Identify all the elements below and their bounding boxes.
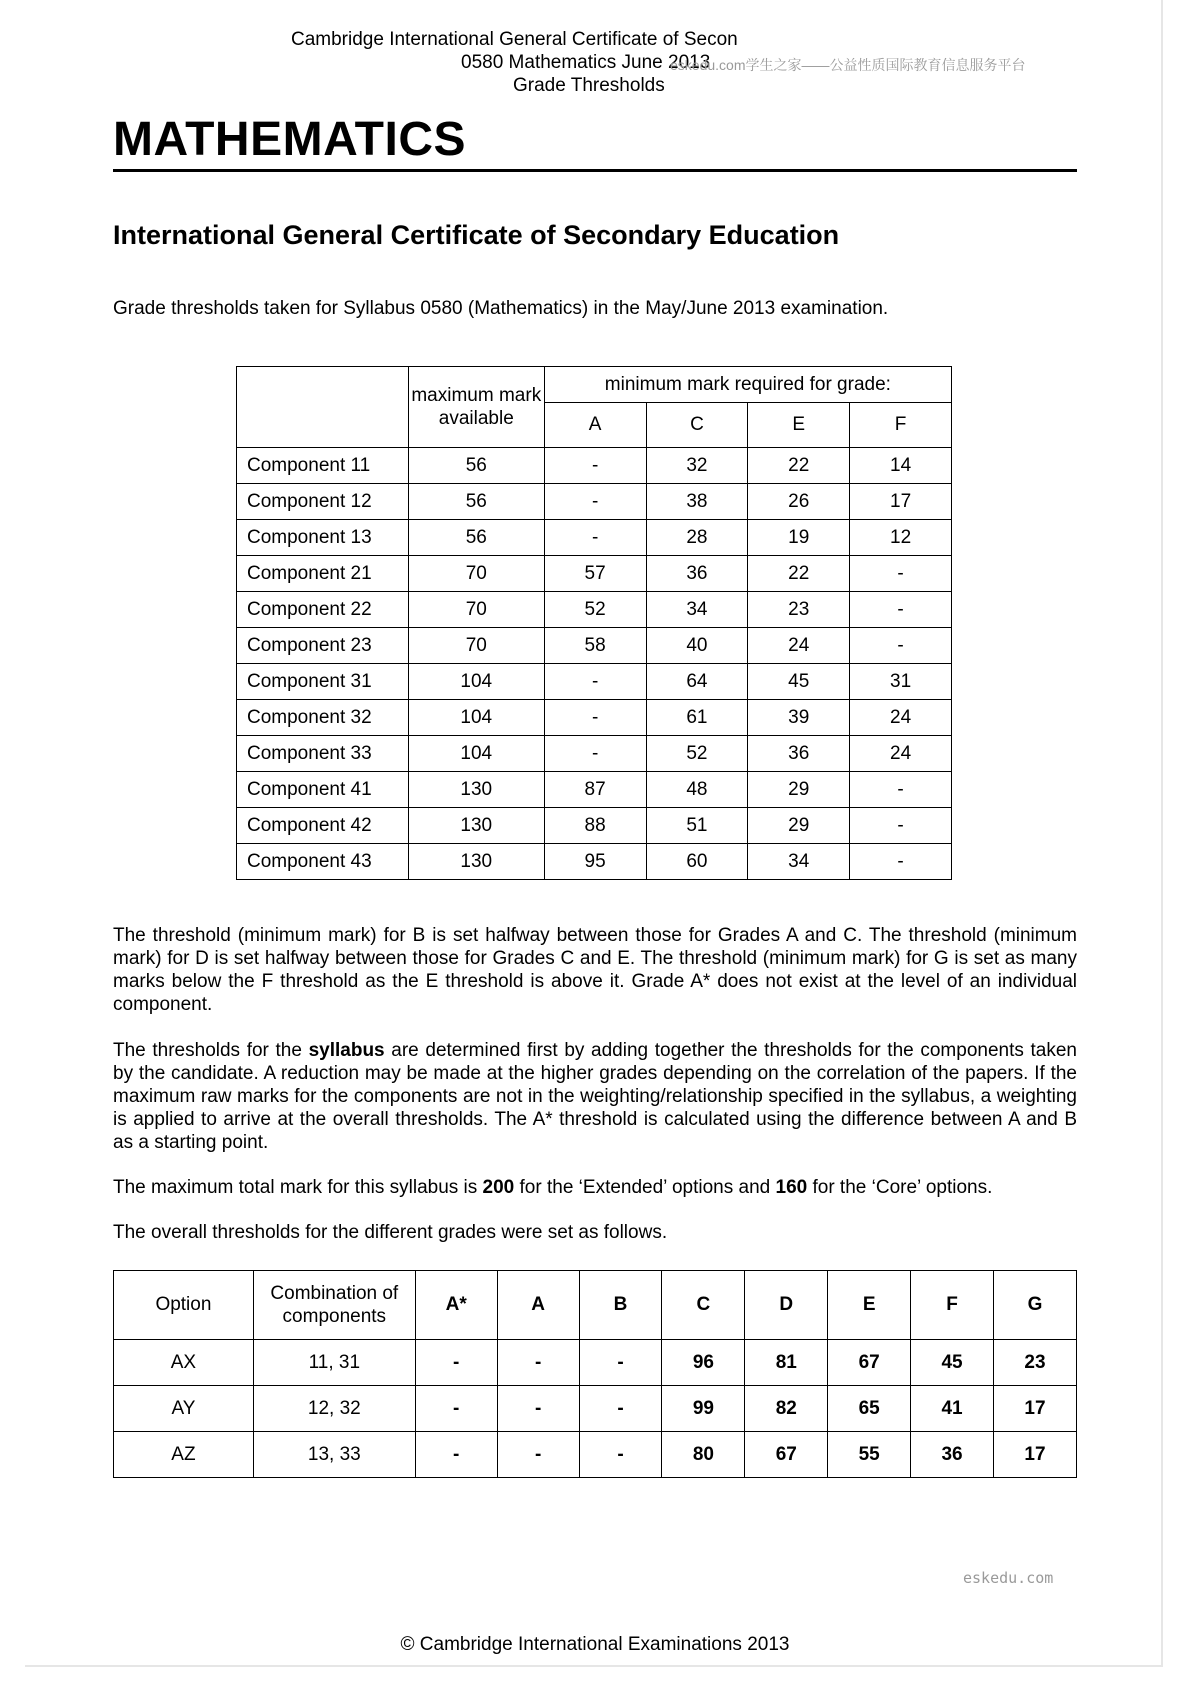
header-line-1: Cambridge International General Certificate of Secon [291, 29, 738, 50]
min-f: - [850, 808, 952, 844]
min-f: 17 [850, 484, 952, 520]
header-line-2: 0580 Mathematics June 2013 [461, 52, 711, 73]
component-name: Component 33 [237, 736, 409, 772]
title-rule [113, 169, 1077, 172]
grade-threshold: 17 [994, 1432, 1077, 1478]
grade-threshold: 96 [662, 1340, 745, 1386]
component-row [237, 556, 952, 592]
grade-header: D [745, 1271, 828, 1340]
component-row [237, 844, 952, 880]
min-e: 29 [748, 772, 850, 808]
max-mark: 56 [408, 484, 544, 520]
min-c: 60 [646, 844, 748, 880]
site-watermark: eskedu.com [963, 1569, 1054, 1587]
page-subtitle: International General Certificate of Secondary Education [113, 220, 840, 250]
max-mark: 70 [408, 556, 544, 592]
min-e: 34 [748, 844, 850, 880]
min-e: 36 [748, 736, 850, 772]
page-title: MATHEMATICS [113, 113, 467, 166]
min-e: 23 [748, 592, 850, 628]
min-c: 34 [646, 592, 748, 628]
grade-header: A [497, 1271, 579, 1340]
min-a: 87 [544, 772, 646, 808]
min-a: - [544, 700, 646, 736]
header-line-3: Grade Thresholds [513, 75, 665, 96]
component-name: Component 42 [237, 808, 409, 844]
min-c: 64 [646, 664, 748, 700]
min-e: 45 [748, 664, 850, 700]
grade-header: B [579, 1271, 662, 1340]
grade-header: F [911, 1271, 994, 1340]
max-mark: 104 [408, 664, 544, 700]
min-e: 26 [748, 484, 850, 520]
component-row [237, 628, 952, 664]
min-a: - [544, 448, 646, 484]
component-name: Component 11 [237, 448, 409, 484]
max-mark: 56 [408, 520, 544, 556]
grade-threshold: 55 [828, 1432, 911, 1478]
max-mark: 104 [408, 736, 544, 772]
grade-threshold: 17 [994, 1386, 1077, 1432]
min-f: 31 [850, 664, 952, 700]
component-row [237, 808, 952, 844]
component-row [237, 664, 952, 700]
component-name: Component 22 [237, 592, 409, 628]
copyright-footer: © Cambridge International Examinations 2013 [400, 1634, 790, 1655]
option-code: AY [114, 1386, 254, 1432]
min-a: 52 [544, 592, 646, 628]
grade-threshold: 99 [662, 1386, 745, 1432]
option-row [114, 1386, 1077, 1432]
option-header: Option [114, 1271, 254, 1340]
min-e: 22 [748, 556, 850, 592]
component-name: Component 43 [237, 844, 409, 880]
p3-extended-max: 200 [482, 1177, 515, 1198]
min-e: 22 [748, 448, 850, 484]
component-row [237, 592, 952, 628]
grade-threshold: 45 [911, 1340, 994, 1386]
grade-threshold: - [579, 1340, 662, 1386]
grade-threshold: 41 [911, 1386, 994, 1432]
p3-core-max: 160 [775, 1177, 808, 1198]
min-c: 28 [646, 520, 748, 556]
component-name: Component 12 [237, 484, 409, 520]
paragraph-max-total [113, 1176, 1077, 1199]
min-e: 29 [748, 808, 850, 844]
min-c: 36 [646, 556, 748, 592]
combination-header: Combination of components [253, 1271, 415, 1340]
option-code: AX [114, 1340, 254, 1386]
component-name: Component 31 [237, 664, 409, 700]
max-mark: 130 [408, 772, 544, 808]
option-combination: 11, 31 [253, 1340, 415, 1386]
max-mark: 104 [408, 700, 544, 736]
grade-header-a: A [544, 403, 646, 448]
paragraph-overall-intro: The overall thresholds for the different grades were set as follows. [113, 1222, 668, 1243]
component-thresholds-table [236, 366, 952, 880]
grade-header: E [828, 1271, 911, 1340]
grade-threshold: - [579, 1432, 662, 1478]
min-e: 19 [748, 520, 850, 556]
option-row [114, 1340, 1077, 1386]
max-mark: 70 [408, 592, 544, 628]
p2-text-a: The thresholds for the [113, 1040, 309, 1061]
min-f: 12 [850, 520, 952, 556]
grade-threshold: 81 [745, 1340, 828, 1386]
min-c: 40 [646, 628, 748, 664]
min-f: 24 [850, 700, 952, 736]
intro-text: Grade thresholds taken for Syllabus 0580 (Mathematics) in the May/June 2013 examination. [113, 298, 889, 319]
grade-threshold: - [415, 1386, 497, 1432]
grade-threshold: - [415, 1432, 497, 1478]
min-c: 52 [646, 736, 748, 772]
max-mark: 130 [408, 808, 544, 844]
grade-header-f: F [850, 403, 952, 448]
component-row [237, 772, 952, 808]
component-row [237, 448, 952, 484]
p3-text-c: for the ‘Extended’ options and [514, 1177, 776, 1198]
grade-threshold: 82 [745, 1386, 828, 1432]
p2-bold-syllabus: syllabus [308, 1040, 385, 1061]
grade-threshold: 36 [911, 1432, 994, 1478]
watermark-text: eskedu.com学生之家——公益性质国际教育信息服务平台 [670, 57, 1026, 73]
min-a: - [544, 736, 646, 772]
option-code: AZ [114, 1432, 254, 1478]
p3-text-a: The maximum total mark for this syllabus is [113, 1177, 483, 1198]
grade-threshold: - [415, 1340, 497, 1386]
min-a: 57 [544, 556, 646, 592]
component-name: Component 41 [237, 772, 409, 808]
option-combination: 13, 33 [253, 1432, 415, 1478]
min-f: - [850, 772, 952, 808]
grade-threshold: - [579, 1386, 662, 1432]
overall-thresholds-table [113, 1270, 1077, 1478]
grade-group-header: minimum mark required for grade: [544, 367, 951, 403]
grade-header: C [662, 1271, 745, 1340]
corner-cell [237, 367, 409, 448]
max-mark: 130 [408, 844, 544, 880]
grade-threshold: 67 [828, 1340, 911, 1386]
min-a: - [544, 520, 646, 556]
component-name: Component 23 [237, 628, 409, 664]
grade-threshold: 23 [994, 1340, 1077, 1386]
min-f: - [850, 556, 952, 592]
min-c: 51 [646, 808, 748, 844]
grade-header-c: C [646, 403, 748, 448]
grade-header: A* [415, 1271, 497, 1340]
grade-threshold: - [497, 1432, 579, 1478]
p3-text-d: for the ‘Core’ options. [807, 1177, 993, 1198]
component-name: Component 13 [237, 520, 409, 556]
max-mark: 56 [408, 448, 544, 484]
component-row [237, 700, 952, 736]
min-f: 14 [850, 448, 952, 484]
grade-threshold: 80 [662, 1432, 745, 1478]
grade-threshold: 67 [745, 1432, 828, 1478]
min-e: 24 [748, 628, 850, 664]
min-f: - [850, 628, 952, 664]
component-name: Component 32 [237, 700, 409, 736]
min-c: 61 [646, 700, 748, 736]
min-f: 24 [850, 736, 952, 772]
p2-text-b: are determined first by adding together the thresholds for the components taken by the candidate. A reduction may be made at the higher grades depending on the correlation of the papers. If the maximum raw marks for the components are not in the weighting/relationship specified in the syllabus, a weighting is applied to arrive at the overall thresholds. The A* threshold is calculated using the difference between A and B as a starting point. [113, 1040, 1077, 1153]
grade-header: G [994, 1271, 1077, 1340]
max-mark: 70 [408, 628, 544, 664]
min-c: 38 [646, 484, 748, 520]
grade-threshold: - [497, 1386, 579, 1432]
component-row [237, 520, 952, 556]
min-f: - [850, 592, 952, 628]
min-e: 39 [748, 700, 850, 736]
component-row [237, 484, 952, 520]
grade-threshold: 65 [828, 1386, 911, 1432]
min-a: - [544, 484, 646, 520]
option-row [114, 1432, 1077, 1478]
min-a: 95 [544, 844, 646, 880]
paragraph-syllabus-thresholds [113, 1039, 1077, 1154]
min-c: 48 [646, 772, 748, 808]
component-name: Component 21 [237, 556, 409, 592]
paragraph-threshold-rules: The threshold (minimum mark) for B is set halfway between those for Grades A and C. The threshold (minimum mark) for D is set halfway between those for Grades C and E. The threshold (minimum mark) for G is set as many marks below the F threshold as the E threshold is above it. Grade A* does not exist at the level of an individual component. [113, 925, 1077, 1015]
min-a: 58 [544, 628, 646, 664]
max-mark-header: maximum mark available [408, 367, 544, 448]
min-a: 88 [544, 808, 646, 844]
option-combination: 12, 32 [253, 1386, 415, 1432]
min-c: 32 [646, 448, 748, 484]
grade-header-e: E [748, 403, 850, 448]
min-a: - [544, 664, 646, 700]
grade-threshold: - [497, 1340, 579, 1386]
min-f: - [850, 844, 952, 880]
component-row [237, 736, 952, 772]
